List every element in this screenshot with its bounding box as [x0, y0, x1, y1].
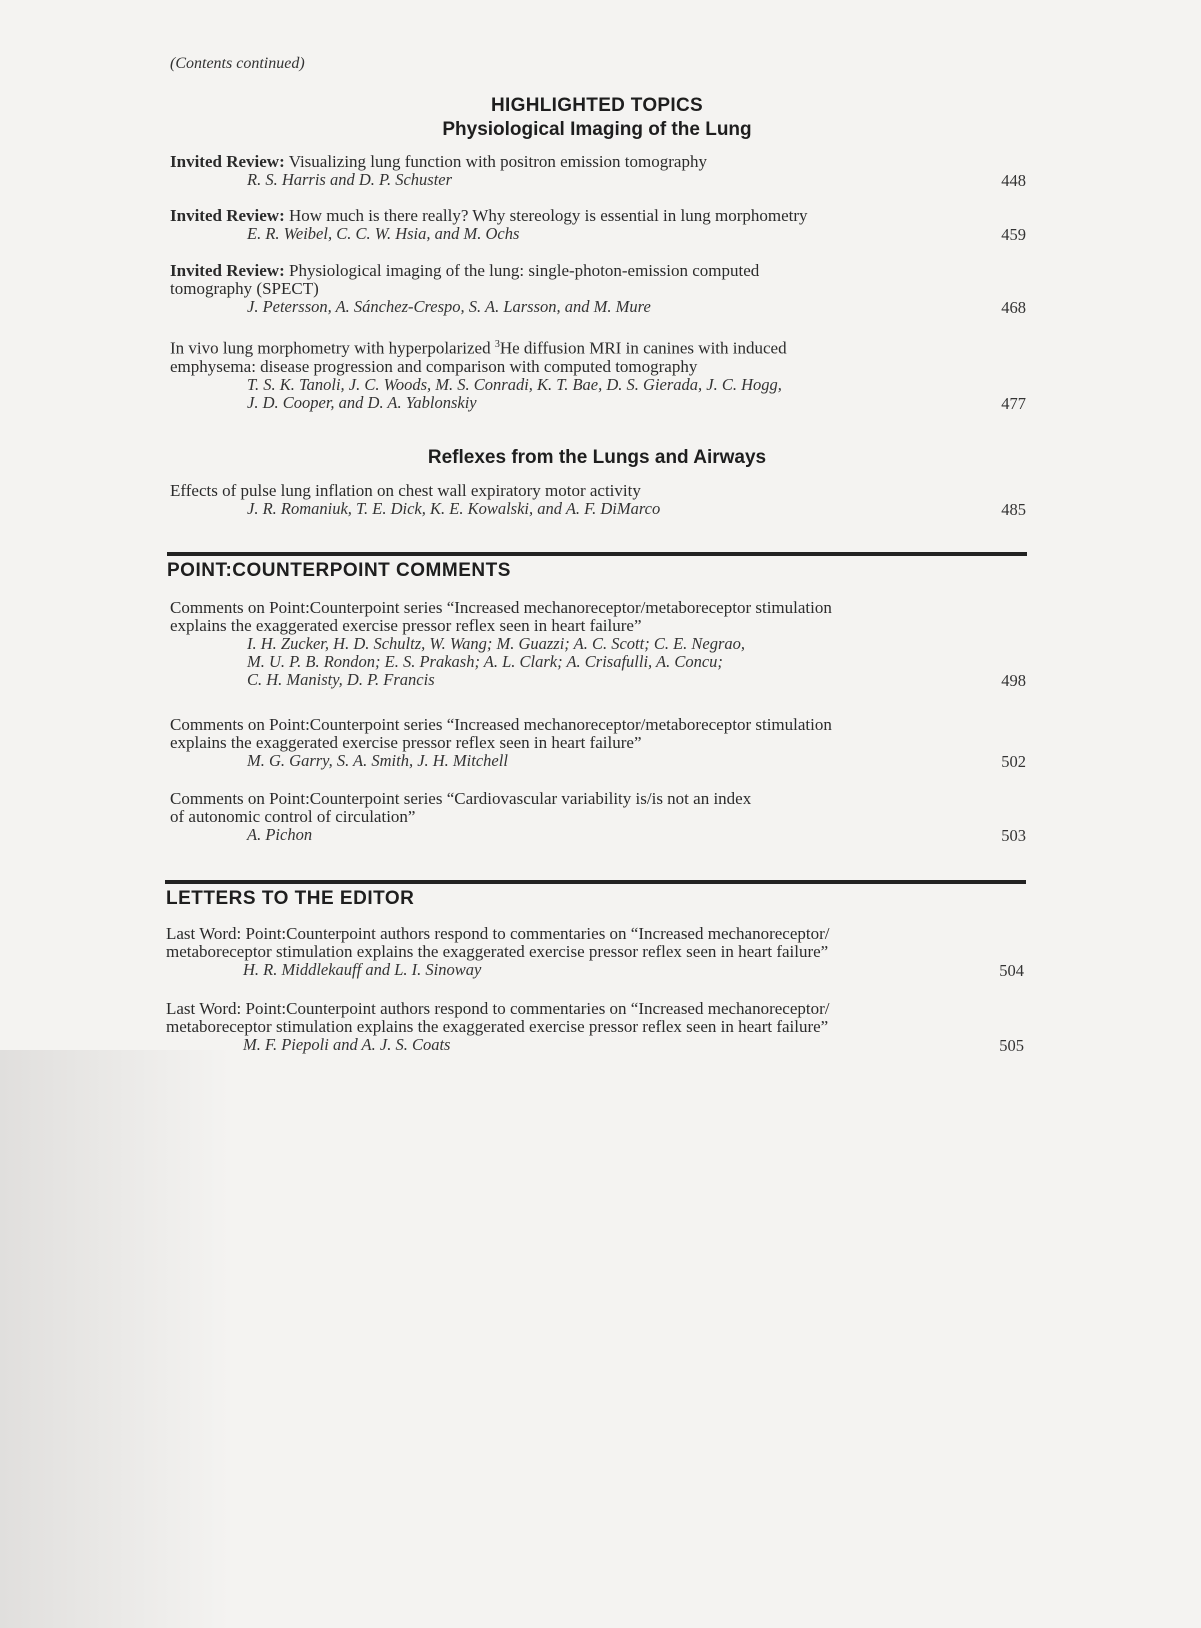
toc-entry[interactable] — [170, 207, 1026, 243]
superscript: 3 — [494, 339, 500, 350]
entry-title-cont: emphysema: disease progression and comparison with computed tomography — [170, 356, 698, 376]
entry-title-cont: of autonomic control of circulation” — [170, 807, 416, 826]
entry-title-cont: explains the exaggerated exercise pressor reflex seen in heart failure” — [170, 616, 642, 635]
letters-heading: LETTERS TO THE EDITOR — [166, 888, 415, 909]
toc-entry[interactable] — [170, 336, 1026, 412]
entry-page-number: 505 — [999, 1036, 1024, 1055]
section-divider — [167, 552, 1027, 556]
entry-page-number: 459 — [1001, 225, 1026, 244]
entry-page-number: 477 — [1001, 393, 1026, 413]
entry-authors: J. Petersson, A. Sánchez-Crespo, S. A. Larsson, and M. Mure — [247, 297, 651, 316]
entry-title-cont: explains the exaggerated exercise pressor reflex seen in heart failure” — [170, 733, 642, 752]
entry-page-number: 468 — [1001, 298, 1026, 317]
entry-authors-cont: J. D. Cooper, and D. A. Yablonskiy — [247, 392, 477, 412]
entry-title: Comments on Point:Counterpoint series “Cardiovascular variability is/is not an index — [170, 789, 752, 808]
entry-authors: H. R. Middlekauff and L. I. Sinoway — [243, 960, 482, 979]
toc-entry[interactable] — [170, 599, 1026, 689]
toc-entry[interactable] — [170, 790, 1026, 844]
entry-title-cont: metaboreceptor stimulation explains the exaggerated exercise pressor reflex seen in heart failure” — [166, 1017, 829, 1036]
highlighted-topics-heading: HIGHLIGHTED TOPICS — [491, 95, 703, 116]
toc-entry[interactable] — [170, 262, 1026, 316]
entry-title-cont: tomography (SPECT) — [170, 279, 319, 298]
entry-page-number: 504 — [999, 961, 1024, 980]
entry-authors: J. R. Romaniuk, T. E. Dick, K. E. Kowalski, and A. F. DiMarco — [247, 499, 661, 518]
entry-authors: T. S. K. Tanoli, J. C. Woods, M. S. Conradi, K. T. Bae, D. S. Gierada, J. C. Hogg, — [247, 374, 782, 394]
section-divider — [165, 880, 1026, 884]
toc-entry[interactable] — [166, 1000, 1024, 1054]
entry-page-number: 498 — [1001, 671, 1026, 690]
toc-entry[interactable] — [170, 482, 1026, 518]
entry-authors-cont: C. H. Manisty, D. P. Francis — [247, 670, 435, 689]
entry-authors: M. F. Piepoli and A. J. S. Coats — [243, 1035, 451, 1054]
toc-entry[interactable] — [170, 153, 1026, 189]
entry-page-number: 503 — [1001, 826, 1026, 845]
entry-title: Visualizing lung function with positron emission tomography — [288, 152, 707, 171]
entry-title: Last Word: Point:Counterpoint authors respond to commentaries on “Increased mechanoreceptor/ — [166, 999, 830, 1018]
entry-title-post: He diffusion MRI in canines with induced — [499, 338, 787, 358]
entry-title-cont: metaboreceptor stimulation explains the exaggerated exercise pressor reflex seen in heart failure” — [166, 942, 829, 961]
entry-title: Comments on Point:Counterpoint series “Increased mechanoreceptor/metaboreceptor stimulation — [170, 598, 832, 617]
physiological-imaging-heading: Physiological Imaging of the Lung — [442, 119, 752, 140]
reflexes-heading: Reflexes from the Lungs and Airways — [427, 447, 767, 468]
entry-authors: A. Pichon — [247, 825, 313, 844]
entry-authors: M. G. Garry, S. A. Smith, J. H. Mitchell — [247, 751, 508, 770]
toc-entry[interactable] — [166, 925, 1024, 979]
entry-page-number: 448 — [1001, 171, 1026, 190]
entry-authors: R. S. Harris and D. P. Schuster — [247, 170, 453, 189]
entry-title: Effects of pulse lung inflation on chest wall expiratory motor activity — [170, 481, 641, 500]
entry-label: Invited Review: — [170, 152, 285, 171]
entry-title: How much is there really? Why stereology is essential in lung morphometry — [288, 206, 808, 225]
point-counterpoint-heading: POINT:COUNTERPOINT COMMENTS — [167, 560, 511, 581]
entry-authors-cont: M. U. P. B. Rondon; E. S. Prakash; A. L. Clark; A. Crisafulli, A. Concu; — [247, 652, 723, 671]
entry-page-number: 502 — [1001, 752, 1026, 771]
entry-title: In vivo lung morphometry with hyperpolarized — [170, 338, 495, 358]
entry-label: Invited Review: — [170, 261, 285, 280]
toc-entry[interactable] — [170, 716, 1026, 770]
entry-title: Comments on Point:Counterpoint series “Increased mechanoreceptor/metaboreceptor stimulation — [170, 715, 832, 734]
contents-continued-label: (Contents continued) — [170, 55, 305, 72]
entry-title: Physiological imaging of the lung: single-photon-emission computed — [288, 261, 760, 280]
entry-page-number: 485 — [1001, 500, 1026, 519]
entry-authors: I. H. Zucker, H. D. Schultz, W. Wang; M. Guazzi; A. C. Scott; C. E. Negrao, — [247, 634, 746, 653]
entry-title: Last Word: Point:Counterpoint authors respond to commentaries on “Increased mechanoreceptor/ — [166, 924, 830, 943]
entry-label: Invited Review: — [170, 206, 285, 225]
entry-authors: E. R. Weibel, C. C. W. Hsia, and M. Ochs — [247, 224, 520, 243]
